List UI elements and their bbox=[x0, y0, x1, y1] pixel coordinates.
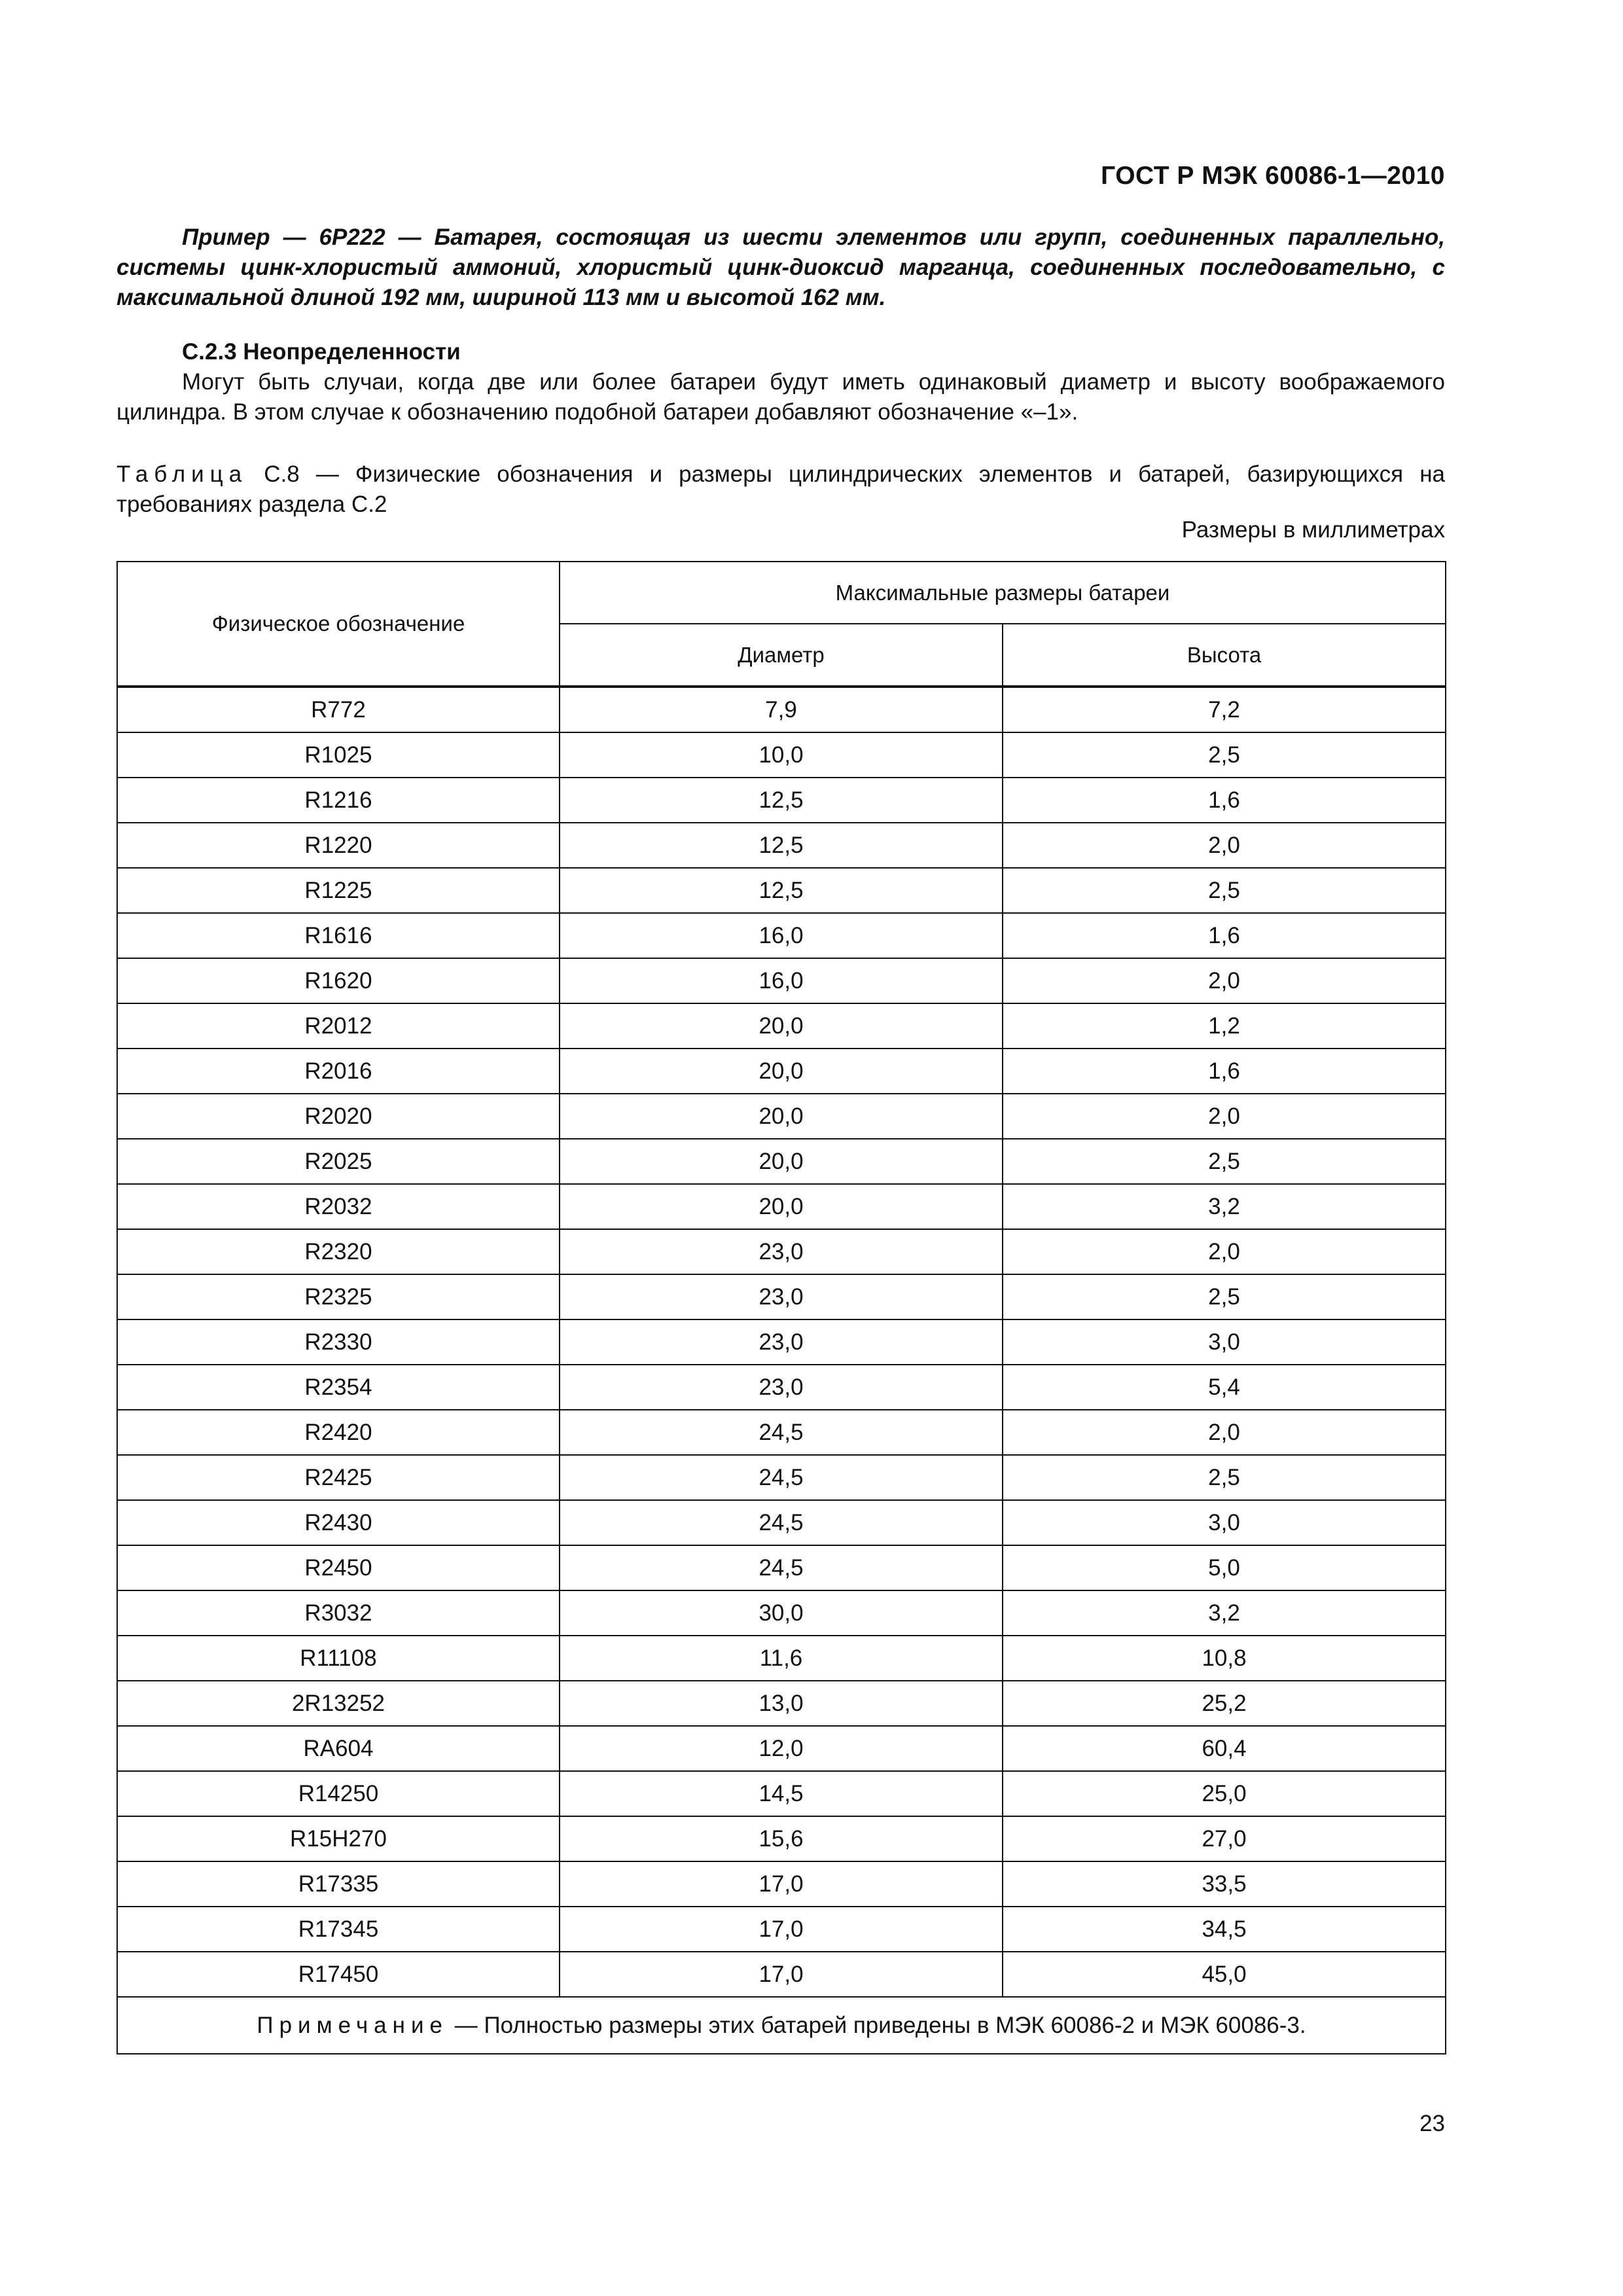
header-diameter: Диаметр bbox=[560, 624, 1003, 687]
cell-designation: R1216 bbox=[117, 778, 560, 823]
units-note: Размеры в миллиметрах bbox=[1181, 517, 1445, 543]
table-row bbox=[117, 1184, 1446, 1229]
document-id-header: ГОСТ Р МЭК 60086-1—2010 bbox=[1101, 162, 1445, 190]
cell-diameter: 20,0 bbox=[560, 1094, 1003, 1139]
cell-diameter: 20,0 bbox=[560, 1184, 1003, 1229]
table-row bbox=[117, 913, 1446, 958]
table-caption bbox=[116, 459, 1445, 520]
cell-diameter: 12,0 bbox=[560, 1726, 1003, 1771]
cell-diameter: 24,5 bbox=[560, 1545, 1003, 1590]
table-row bbox=[117, 1274, 1446, 1319]
cell-diameter: 12,5 bbox=[560, 868, 1003, 913]
table-body bbox=[117, 687, 1446, 1997]
cell-diameter: 17,0 bbox=[560, 1907, 1003, 1952]
cell-height: 1,6 bbox=[1003, 1049, 1446, 1094]
cell-designation: R2320 bbox=[117, 1229, 560, 1274]
cell-designation: R1620 bbox=[117, 958, 560, 1003]
table-row bbox=[117, 1952, 1446, 1997]
cell-height: 2,0 bbox=[1003, 958, 1446, 1003]
table-row bbox=[117, 958, 1446, 1003]
table-row bbox=[117, 1861, 1446, 1907]
cell-diameter: 12,5 bbox=[560, 778, 1003, 823]
section-paragraph: Могут быть случаи, когда две или более батареи будут иметь одинаковый диаметр и высоту воображаемого цилиндра. В этом случае к обозначению подобной батареи добавляют обозначение «–1». bbox=[116, 369, 1445, 425]
cell-diameter: 16,0 bbox=[560, 958, 1003, 1003]
cell-height: 2,0 bbox=[1003, 1094, 1446, 1139]
table-row bbox=[117, 687, 1446, 732]
cell-designation: RA604 bbox=[117, 1726, 560, 1771]
table-row bbox=[117, 1636, 1446, 1681]
cell-designation: R2020 bbox=[117, 1094, 560, 1139]
cell-designation: R2430 bbox=[117, 1500, 560, 1545]
cell-height: 34,5 bbox=[1003, 1907, 1446, 1952]
cell-diameter: 24,5 bbox=[560, 1455, 1003, 1500]
header-designation: Физическое обозначение bbox=[117, 562, 560, 687]
table-note bbox=[117, 1997, 1446, 2054]
header-height: Высота bbox=[1003, 624, 1446, 687]
table-row bbox=[117, 1094, 1446, 1139]
cell-diameter: 24,5 bbox=[560, 1410, 1003, 1455]
cell-height: 60,4 bbox=[1003, 1726, 1446, 1771]
cell-height: 25,2 bbox=[1003, 1681, 1446, 1726]
cell-height: 2,5 bbox=[1003, 1455, 1446, 1500]
cell-height: 1,6 bbox=[1003, 913, 1446, 958]
cell-height: 1,6 bbox=[1003, 778, 1446, 823]
table-row bbox=[117, 1681, 1446, 1726]
cell-designation: R17450 bbox=[117, 1952, 560, 1997]
cell-designation: R1025 bbox=[117, 732, 560, 778]
cell-designation: R1225 bbox=[117, 868, 560, 913]
cell-designation: R1220 bbox=[117, 823, 560, 868]
cell-diameter: 17,0 bbox=[560, 1952, 1003, 1997]
cell-height: 10,8 bbox=[1003, 1636, 1446, 1681]
cell-designation: R772 bbox=[117, 687, 560, 732]
table-row bbox=[117, 1816, 1446, 1861]
cell-diameter: 11,6 bbox=[560, 1636, 1003, 1681]
table-note-text: — Полностью размеры этих батарей приведены в МЭК 60086-2 и МЭК 60086-3. bbox=[448, 2012, 1306, 2038]
table-row bbox=[117, 732, 1446, 778]
table-row bbox=[117, 1726, 1446, 1771]
cell-height: 5,4 bbox=[1003, 1365, 1446, 1410]
cell-designation: R2354 bbox=[117, 1365, 560, 1410]
cell-designation: R11108 bbox=[117, 1636, 560, 1681]
cell-height: 3,0 bbox=[1003, 1319, 1446, 1365]
cell-designation: R2032 bbox=[117, 1184, 560, 1229]
cell-diameter: 20,0 bbox=[560, 1049, 1003, 1094]
cell-height: 2,5 bbox=[1003, 1274, 1446, 1319]
cell-height: 3,0 bbox=[1003, 1500, 1446, 1545]
section-heading: C.2.3 Неопределенности bbox=[182, 339, 461, 365]
table-row bbox=[117, 1319, 1446, 1365]
cell-diameter: 13,0 bbox=[560, 1681, 1003, 1726]
cell-diameter: 7,9 bbox=[560, 687, 1003, 732]
cell-height: 25,0 bbox=[1003, 1771, 1446, 1816]
cell-diameter: 20,0 bbox=[560, 1003, 1003, 1049]
table-row bbox=[117, 868, 1446, 913]
table-row bbox=[117, 778, 1446, 823]
table-caption-label: Таблица bbox=[116, 461, 248, 487]
cell-designation: R2425 bbox=[117, 1455, 560, 1500]
table-row bbox=[117, 1049, 1446, 1094]
cell-designation: R14250 bbox=[117, 1771, 560, 1816]
cell-height: 45,0 bbox=[1003, 1952, 1446, 1997]
example-paragraph: Пример — 6P222 — Батарея, состоящая из шести элементов или групп, соединенных параллельно, системы цинк-хлористый аммоний, хлористый цинк-диоксид марганца, соединенных последовательно, с максимальной длиной 192 мм, шириной 113 мм и высотой 162 мм. bbox=[116, 224, 1445, 310]
table-row bbox=[117, 1003, 1446, 1049]
cell-designation: R2012 bbox=[117, 1003, 560, 1049]
cell-height: 7,2 bbox=[1003, 687, 1446, 732]
cell-diameter: 23,0 bbox=[560, 1319, 1003, 1365]
table-row bbox=[117, 1229, 1446, 1274]
cell-designation: R2330 bbox=[117, 1319, 560, 1365]
cell-height: 2,0 bbox=[1003, 1410, 1446, 1455]
cell-designation: R2025 bbox=[117, 1139, 560, 1184]
table-note-label: Примечание bbox=[257, 2012, 448, 2038]
cell-diameter: 12,5 bbox=[560, 823, 1003, 868]
cell-designation: R2450 bbox=[117, 1545, 560, 1590]
table-row bbox=[117, 1365, 1446, 1410]
cell-height: 1,2 bbox=[1003, 1003, 1446, 1049]
cell-height: 2,5 bbox=[1003, 732, 1446, 778]
cell-height: 2,5 bbox=[1003, 868, 1446, 913]
cell-diameter: 14,5 bbox=[560, 1771, 1003, 1816]
cell-height: 33,5 bbox=[1003, 1861, 1446, 1907]
cell-diameter: 23,0 bbox=[560, 1229, 1003, 1274]
cell-designation: R15H270 bbox=[117, 1816, 560, 1861]
cell-diameter: 15,6 bbox=[560, 1816, 1003, 1861]
table-row bbox=[117, 1907, 1446, 1952]
table-row bbox=[117, 1455, 1446, 1500]
cell-designation: R1616 bbox=[117, 913, 560, 958]
cell-designation: R17335 bbox=[117, 1861, 560, 1907]
header-max-dimensions: Максимальные размеры батареи bbox=[560, 562, 1446, 624]
cell-designation: R2016 bbox=[117, 1049, 560, 1094]
cell-diameter: 24,5 bbox=[560, 1500, 1003, 1545]
table-row bbox=[117, 1139, 1446, 1184]
cell-height: 5,0 bbox=[1003, 1545, 1446, 1590]
table-row bbox=[117, 1500, 1446, 1545]
table-row bbox=[117, 1771, 1446, 1816]
table-row bbox=[117, 823, 1446, 868]
cell-height: 2,5 bbox=[1003, 1139, 1446, 1184]
cell-diameter: 17,0 bbox=[560, 1861, 1003, 1907]
cell-diameter: 10,0 bbox=[560, 732, 1003, 778]
table-row bbox=[117, 1590, 1446, 1636]
dimensions-table bbox=[116, 561, 1446, 2054]
cell-height: 3,2 bbox=[1003, 1590, 1446, 1636]
cell-height: 27,0 bbox=[1003, 1816, 1446, 1861]
cell-designation: R2325 bbox=[117, 1274, 560, 1319]
cell-designation: R2420 bbox=[117, 1410, 560, 1455]
cell-diameter: 20,0 bbox=[560, 1139, 1003, 1184]
cell-designation: R3032 bbox=[117, 1590, 560, 1636]
cell-height: 2,0 bbox=[1003, 823, 1446, 868]
cell-designation: R17345 bbox=[117, 1907, 560, 1952]
cell-diameter: 23,0 bbox=[560, 1365, 1003, 1410]
cell-height: 2,0 bbox=[1003, 1229, 1446, 1274]
table-row bbox=[117, 1545, 1446, 1590]
page-number: 23 bbox=[1419, 2111, 1445, 2136]
table-caption-text: C.8 — Физические обозначения и размеры цилиндрических элементов и батарей, базирующихся на требованиях раздела C.2 bbox=[116, 461, 1445, 517]
cell-diameter: 16,0 bbox=[560, 913, 1003, 958]
cell-diameter: 23,0 bbox=[560, 1274, 1003, 1319]
cell-diameter: 30,0 bbox=[560, 1590, 1003, 1636]
table-row bbox=[117, 1410, 1446, 1455]
cell-height: 3,2 bbox=[1003, 1184, 1446, 1229]
cell-designation: 2R13252 bbox=[117, 1681, 560, 1726]
